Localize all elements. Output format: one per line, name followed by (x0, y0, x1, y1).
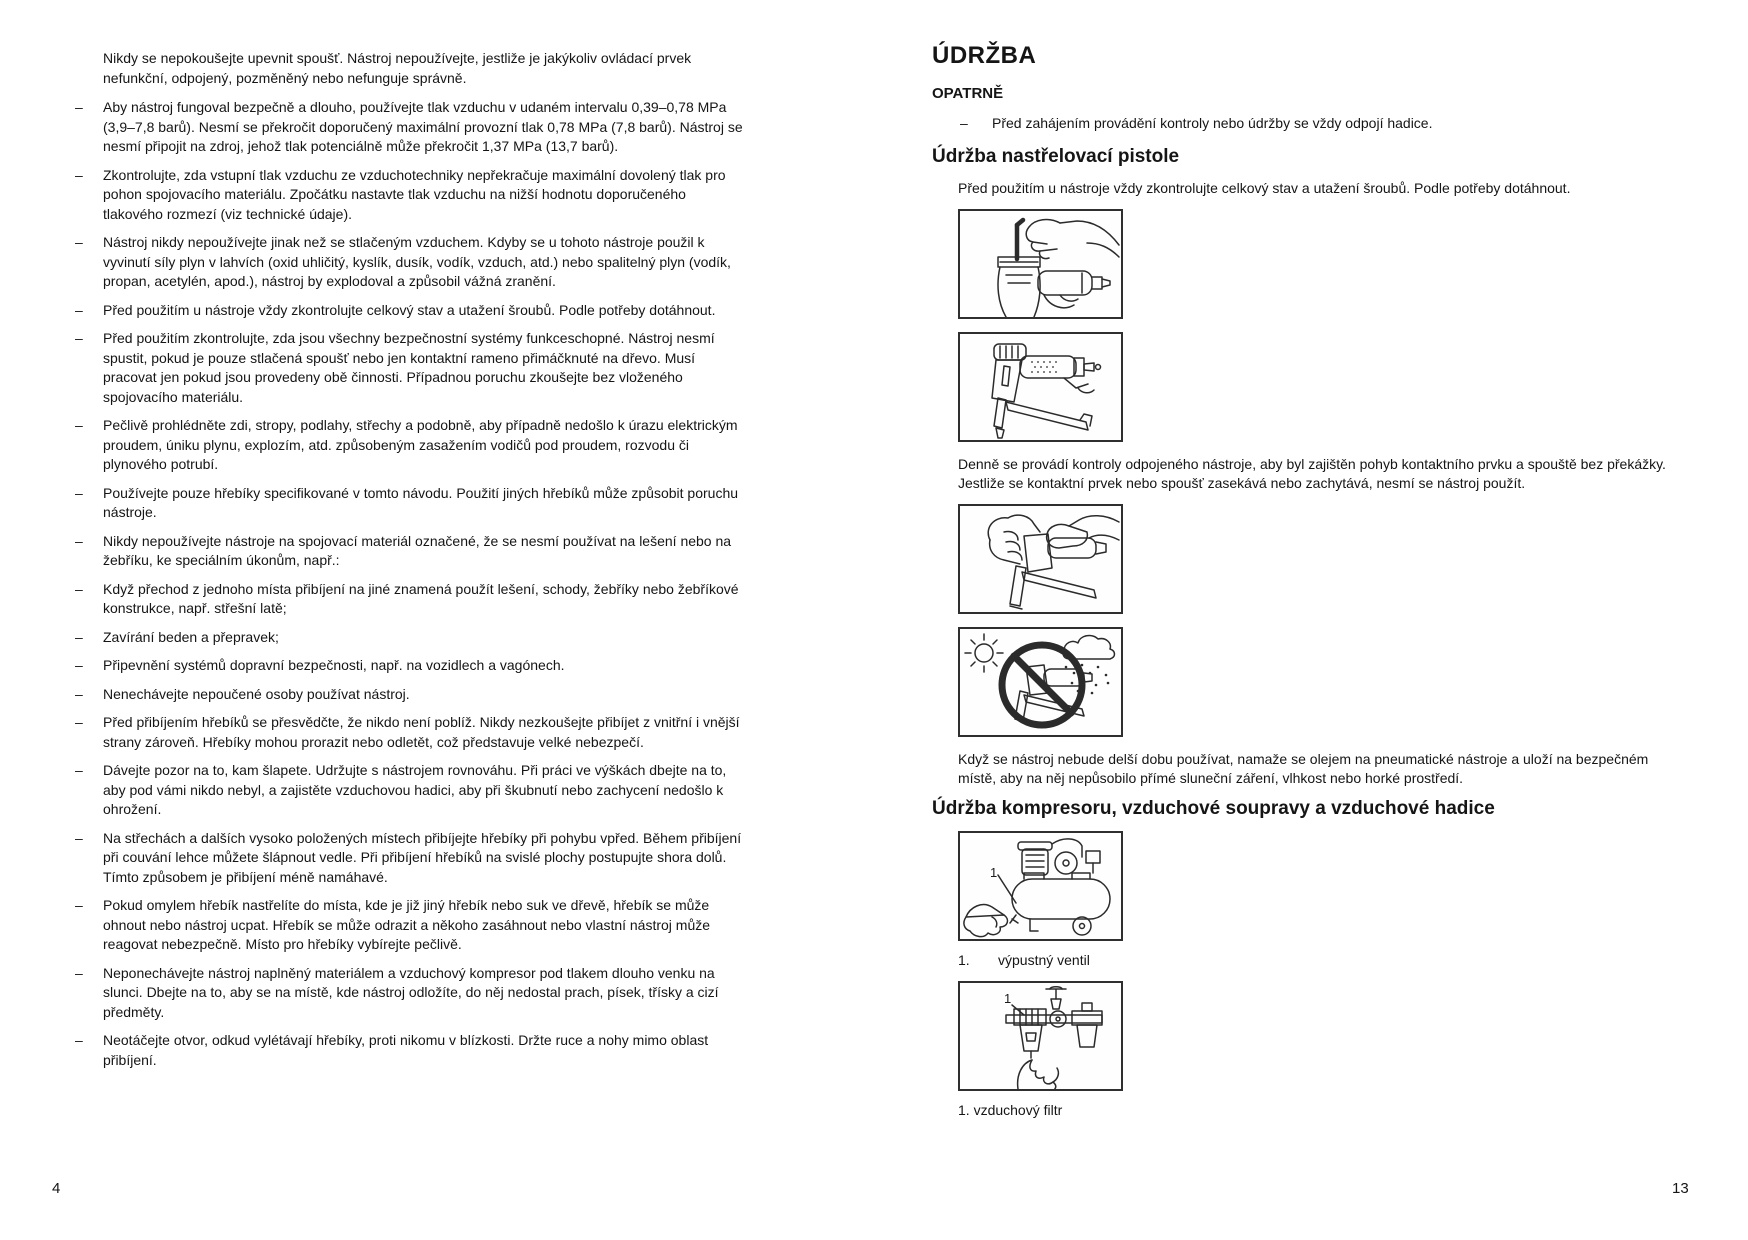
right-column-maintenance (932, 42, 1688, 1130)
bullet-text: Na střechách a dalších vysoko položených místech přibíjejte hřebíky při pohybu vpřed. Během přibíjení při couvání lehce můžete šlápnout vedle. Při přibíjení hřebíků na svislé plochy postupujte shora dolů. Tímto způsobem je přibíjení méně namáhavé. (103, 829, 742, 885)
bullet-text: Nenechávejte nepoučené osoby používat nástroj. (103, 685, 410, 702)
safety-bullet-item (75, 713, 747, 752)
bullet-dash-marker: – (75, 657, 83, 673)
caution-text: Před zahájením provádění kontroly nebo údržby se vždy odpojí hadice. (992, 115, 1433, 131)
caption-drain-valve (958, 951, 1688, 971)
safety-bullet-item (75, 628, 747, 648)
bullet-dash-marker: – (75, 166, 83, 183)
caption-number: 1. (958, 952, 970, 968)
bullet-dash-marker: – (75, 532, 83, 549)
bullet-text: Zkontrolujte, zda vstupní tlak vzduchu ze vzduchotechniky nepřekračuje maximální dovolený tlak pro pohon spojovacího materiálu. Zpočátku nastavte tlak vzduchu na nižší hodnotu doporučeného tlakového rozmezí (viz technické údaje). (103, 166, 726, 222)
bullet-dash-marker: – (75, 1032, 83, 1048)
safety-bullet-item (75, 532, 747, 571)
bullet-text: Před přibíjením hřebíků se přesvědčte, že nikdo není poblíž. Nikdy nezkoušejte přibíjet z vnitřní i vnější strany zároveň. Hřebíky mohou prorazit nebo odletět, což představuje velké nebezpečí. (103, 714, 740, 750)
bullet-dash-marker: – (75, 580, 83, 597)
figure-air-filter-set-illustration (958, 981, 1123, 1091)
bullet-text: Před použitím zkontrolujte, zda jsou všechny bezpečnostní systémy funkceschopné. Nástroj nesmí spustit, pokud je pouze stlačená spoušť nebo jen kontaktní rameno přimáčknuté na dřevo. Musí pracovat jen pokud jsou provedeny obě činnosti. Případnou poruchu zkoušejte bez vloženého spojovacího materiálu. (103, 330, 715, 405)
safety-bullet-item (75, 580, 747, 619)
bullet-text: Před použitím u nástroje vždy zkontrolujte celkový stav a utažení šroubů. Podle potřeby dotáhnout. (103, 301, 716, 318)
compressor-drawing (960, 833, 1121, 939)
callout-1-label: 1 (1004, 990, 1012, 1006)
caution-bullet (960, 114, 1688, 134)
figure-hands-holding-nailer-illustration (958, 504, 1123, 614)
bullet-dash-marker: – (75, 330, 83, 346)
bullet-text: Pokud omylem hřebík nastřelíte do místa, kde je již jiný hřebík nebo suk ve dřevě, hřebík se může ohnout nebo nástroj ucpat. Hřebík se může odrazit a někoho zasáhnout nebo vlastní nástroj může reagovat nebezpečně. Místo pro hřebíky vybírejte pečlivě. (103, 897, 711, 952)
bullet-text: Aby nástroj fungoval bezpečně a dlouho, používejte tlak vzduchu v udaném intervalu 0,39–0,78 MPa (3,9–7,8 barů). Nesmí se překročit doporučený maximální provozní tlak 0,78 MPa (7,8 barů). Nástroj se nesmí připojit na zdroj, jehož tlak potenciálně může překročit 1,37 MPa (13,7 barů). (103, 99, 743, 154)
texture-dots (1031, 361, 1057, 373)
bullet-dash-marker: – (75, 762, 83, 778)
safety-bullet-item (75, 329, 747, 407)
callout-leader-line (998, 875, 1016, 903)
safety-bullet-item (75, 98, 747, 157)
right-page-number: 13 (1672, 1180, 1689, 1197)
bullet-text: Používejte pouze hřebíky specifikované v tomto návodu. Použití jiných hřebíků může způsobit poruchu nástroje. (103, 484, 739, 520)
left-page-number: 4 (52, 1180, 61, 1197)
bullet-text: Nikdy nepoužívejte nástroje na spojovací materiál označené, že se nesmí používat na lešení nebo na žebříku, ke speciálním úkonům, např.: (103, 532, 732, 568)
bullet-dash-marker: – (75, 301, 83, 318)
safety-bullet-item (75, 484, 747, 523)
bullet-dash-marker: – (75, 829, 83, 846)
bullet-dash-marker: – (75, 417, 83, 433)
prohibition-drawing (960, 629, 1121, 735)
bullet-text: Dávejte pozor na to, kam šlapete. Udržujte s nástrojem rovnováhu. Při práci ve výškách dbejte na to, aby pod vámi nikdo nebyl, a zajistěte vzduchovou hadici, aby při škubnutí nebo zachycení nedošlo k ohrožení. (103, 762, 727, 817)
safety-bullet-list (75, 98, 747, 1070)
bullet-dash-marker: – (960, 115, 968, 131)
safety-bullet-item (75, 416, 747, 475)
figure-compressor-drain-valve-illustration (958, 831, 1123, 941)
paragraph-daily-check: Denně se provádí kontroly odpojeného nástroje, aby byl zajištěn pohyb kontaktního prvku a spouště bez překážky. Jestliže se kontaktní prvek nebo spoušť zasekává nebo zachytává, nesmí se nástroj použít. (958, 455, 1666, 491)
figure-hex-wrench-tightening-illustration (958, 209, 1123, 319)
safety-bullet-item (75, 829, 747, 888)
bullet-text: Pečlivě prohlédněte zdi, stropy, podlahy, střechy a podobně, aby případně nedošlo k úrazu elektrickým proudem, úniku plynu, explozím, atd. způsobeným zasažením vodičů pod proudem, rozvodu či plynového potrubí. (103, 417, 738, 472)
bullet-dash-marker: – (75, 484, 83, 501)
subsection-title-nailer-maintenance: Údržba nastřelovací pistole (932, 145, 1180, 167)
caption-air-filter: 1. vzduchový filtr (958, 1101, 1063, 1118)
safety-bullet-item (75, 166, 747, 225)
bullet-dash-marker: – (75, 234, 83, 250)
bullet-dash-marker: – (75, 628, 83, 645)
hex-wrench-tool-drawing (960, 211, 1121, 317)
caption-text: výpustný ventil (998, 952, 1090, 968)
section-title-udrzba: ÚDRŽBA (932, 42, 1037, 69)
bullet-text: Neotáčejte otvor, odkud vylétávají hřebíky, proti nikomu v blízkosti. Držte ruce a nohy mimo oblast přibíjení. (103, 1032, 709, 1068)
paragraph-long-term-storage: Když se nástroj nebude delší dobu používat, namaže se olejem na pneumatické nástroje a uloží na bezpečném místě, aby na něj nepůsobilo přímé sluneční záření, vlhkost nebo horké prostředí. (958, 750, 1649, 786)
left-column-safety-instructions (75, 49, 747, 1079)
intro-paragraph: Nikdy se nepokoušejte upevnit spoušť. Nástroj nepoužívejte, jestliže je jakýkoliv ovládací prvek nefunkční, odpojený, pozměněný nebo nefunguje správně. (103, 50, 692, 86)
bullet-dash-marker: – (75, 99, 83, 115)
bullet-text: Když přechod z jednoho místa přibíjení na jiné znamená použít lešení, schody, žebříky nebo žebříkové konstrukce, např. střešní latě; (103, 580, 739, 616)
hands-nailer-drawing (960, 506, 1121, 612)
paragraph-check-before-use: Před použitím u nástroje vždy zkontrolujte celkový stav a utažení šroubů. Podle potřeby dotáhnout. (958, 180, 1571, 196)
bullet-text: Připevnění systémů dopravní bezpečnosti, např. na vozidlech a vagónech. (103, 657, 565, 673)
safety-bullet-item (75, 656, 747, 676)
bullet-dash-marker: – (75, 685, 83, 702)
callout-1-label: 1 (990, 865, 998, 880)
bullet-dash-marker: – (75, 897, 83, 913)
safety-bullet-item (75, 964, 747, 1023)
safety-bullet-item (75, 301, 747, 321)
sun-icon (975, 644, 993, 662)
bullet-text: Neponechávejte nástroj naplněný materiálem a vzduchový kompresor pod tlakem dlouho venku na slunci. Dbejte na to, aby se na místě, kde nástroj odložíte, do něj nedostal prach, písek, třísky a cizí předměty. (103, 964, 719, 1020)
safety-bullet-item (75, 896, 747, 955)
caution-heading: OPATRNĚ (932, 84, 1004, 102)
bullet-dash-marker: – (75, 714, 83, 730)
figure-nail-gun-side-view-illustration (958, 332, 1123, 442)
figure-no-sun-rain-prohibition-illustration (958, 627, 1123, 737)
safety-bullet-item (75, 685, 747, 705)
nail-gun-drawing (960, 334, 1121, 440)
safety-bullet-item (75, 233, 747, 292)
air-filter-drawing (960, 983, 1121, 1089)
safety-bullet-item (75, 1031, 747, 1070)
bullet-dash-marker: – (75, 964, 83, 981)
drain-valve (1010, 915, 1018, 923)
subsection-title-compressor-maintenance: Údržba kompresoru, vzduchové soupravy a vzduchové hadice (932, 797, 1495, 819)
bullet-text: Zavírání beden a přepravek; (103, 628, 279, 645)
safety-bullet-item (75, 761, 747, 820)
bullet-text: Nástroj nikdy nepoužívejte jinak než se stlačeným vzduchem. Kdyby se u tohoto nástroje použil k vyvinutí síly plyn v lahvích (oxid uhličitý, kyslík, dusík, vodík, vzduch, atd.) nebo spalitelný plyn (vodík, propan, acetylén, apod.), nástroj by explodoval a způsobil vážná zranění. (103, 234, 731, 289)
